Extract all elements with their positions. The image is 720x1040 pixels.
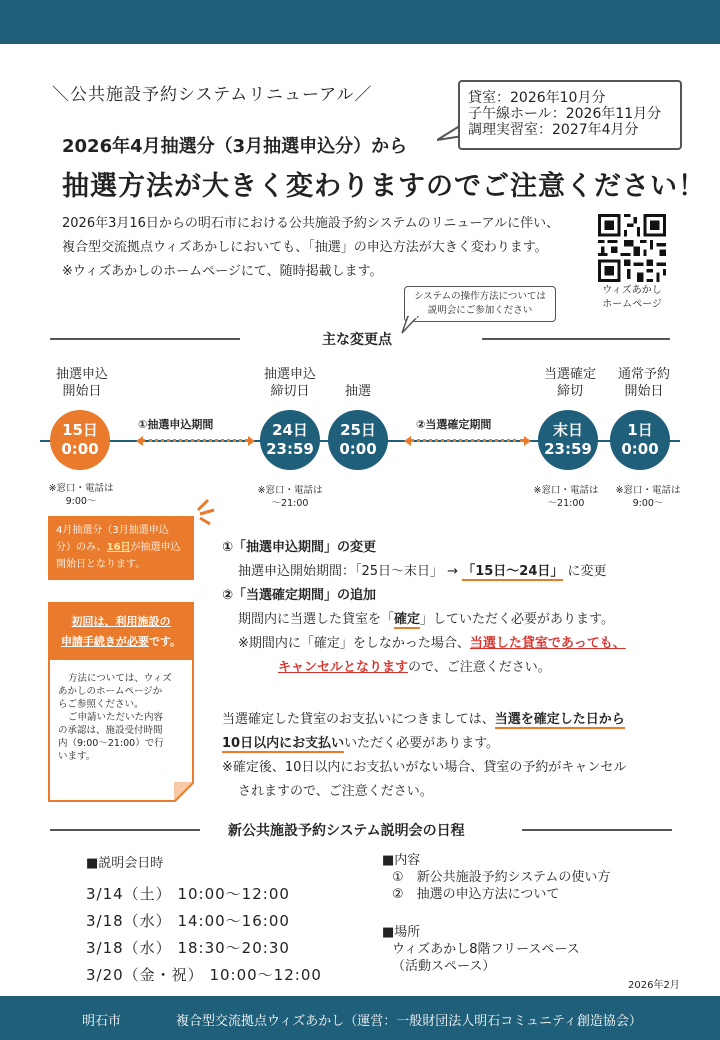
schedule-date: 3/18（水） 18:30～20:30 bbox=[86, 939, 290, 957]
schedule-contents-heading: ■内容 bbox=[382, 853, 421, 868]
folded-corner bbox=[174, 782, 194, 802]
change-highlight: 「15日～24日」 bbox=[462, 564, 564, 579]
change-text: ので、ご注意ください。 bbox=[408, 660, 551, 675]
label-line: 抽選 bbox=[344, 384, 371, 399]
april-note-line: 4月抽選分（3月抽選申込 bbox=[56, 525, 169, 536]
divider bbox=[522, 829, 672, 831]
circle-time: 0:00 bbox=[621, 440, 659, 458]
label-line: 当選確定 bbox=[543, 367, 596, 382]
change-highlight: 確定 bbox=[394, 612, 421, 627]
divider bbox=[50, 829, 200, 831]
note-line: ※窓口・電話は bbox=[48, 483, 114, 494]
circle-day: 15日 bbox=[62, 421, 98, 439]
first-time-body-line: の承認は、施設受付時間 bbox=[58, 725, 163, 736]
label-normal-start bbox=[604, 366, 684, 400]
period-confirm: ②当選確定期間 bbox=[416, 418, 492, 431]
first-time-heading bbox=[50, 604, 192, 660]
warning-text: 当選した貸室であっても、 bbox=[469, 636, 626, 651]
note-line: ※窓口・電話は bbox=[533, 485, 599, 496]
first-time-heading-text: 申請手続きが必要 bbox=[60, 635, 149, 648]
schedule-dates bbox=[86, 852, 322, 989]
circle-time: 23:59 bbox=[266, 440, 314, 458]
first-time-notice bbox=[48, 602, 194, 802]
arrow-left-icon bbox=[404, 436, 411, 446]
schedule-place-line: ウィズあかし8階フリースペース bbox=[392, 942, 580, 957]
circle-day: 末日 bbox=[552, 421, 583, 439]
change-detail bbox=[222, 632, 626, 656]
circle-day: 1日 bbox=[627, 421, 653, 439]
april-note-text: 分）のみ、 bbox=[56, 542, 107, 553]
period-confirm-arrow bbox=[410, 439, 524, 442]
note-day-1 bbox=[606, 484, 690, 510]
first-time-body-line: 内（9:00～21:00）で行 bbox=[58, 738, 164, 749]
first-time-body-line: らご参照ください。 bbox=[58, 699, 144, 710]
note-day-15 bbox=[40, 482, 122, 508]
day-1-circle bbox=[610, 410, 670, 470]
payment-line: ※確定後、10日以内にお支払いがない場合、貸室の予約がキャンセル bbox=[222, 760, 627, 775]
qr-label-line: ウィズあかし bbox=[602, 285, 662, 296]
payment-highlight: 10日以内にお支払い bbox=[222, 736, 345, 751]
changes-list bbox=[222, 536, 626, 680]
schedule-contents bbox=[382, 852, 610, 903]
payment-highlight: 当選を確定した日から bbox=[494, 712, 625, 727]
change-text: 」していただく必要があります。 bbox=[420, 612, 614, 627]
first-time-body-line: 方法については、ウィズ bbox=[68, 673, 172, 684]
note-line: ※窓口・電話は bbox=[615, 485, 681, 496]
payment-line bbox=[222, 708, 692, 732]
qr-label-line: ホームページ bbox=[602, 299, 662, 310]
label-line: 締切日 bbox=[270, 384, 310, 399]
payment-line bbox=[222, 732, 692, 756]
schedule-date: 3/18（水） 14:00～16:00 bbox=[86, 912, 290, 930]
first-time-body-line: あかしのホームページか bbox=[58, 686, 163, 697]
change-heading: ①「抽選申込期間」の変更 bbox=[222, 540, 377, 555]
schedule-content-item: ② 抽選の申込方法について bbox=[392, 887, 560, 902]
label-line: 抽選申込 bbox=[55, 367, 108, 382]
arrow-left-icon bbox=[136, 436, 143, 446]
circle-time: 0:00 bbox=[339, 440, 377, 458]
footer-bar bbox=[0, 996, 720, 1040]
schedule-date: 3/14（土） 10:00～12:00 bbox=[86, 885, 290, 903]
headline-sub: 2026年4月抽選分（3月抽選申込分）から bbox=[62, 136, 408, 157]
change-text: 抽選申込開始期間：「25日～末日」 → bbox=[238, 564, 463, 579]
bubble-line: 子午線ホール：2026年11月分 bbox=[468, 106, 662, 122]
note-line: 9:00～ bbox=[632, 498, 664, 509]
intro-text bbox=[62, 212, 559, 284]
schedule-bubble bbox=[458, 80, 682, 150]
payment-text: 当選確定した貸室のお支払いにつきましては、 bbox=[222, 712, 495, 727]
top-banner bbox=[0, 0, 720, 44]
note-line: 9:00～ bbox=[65, 496, 97, 507]
payment-text: いただく必要があります。 bbox=[344, 736, 500, 751]
note-month-end bbox=[524, 484, 608, 510]
first-time-body-line: います。 bbox=[58, 751, 96, 762]
schedule-place-heading: ■場所 bbox=[382, 925, 421, 940]
change-heading: ②「当選確定期間」の追加 bbox=[222, 588, 377, 603]
footer-city: 明石市 bbox=[82, 1014, 122, 1029]
label-line: 開始日 bbox=[62, 384, 102, 399]
first-time-heading-text: です。 bbox=[148, 635, 182, 648]
seminar-callout bbox=[404, 286, 556, 322]
april-note-text: が抽選申込 bbox=[130, 542, 181, 553]
first-time-body bbox=[50, 660, 192, 775]
divider bbox=[482, 338, 670, 340]
label-apply-deadline bbox=[250, 366, 330, 400]
april-note-line bbox=[56, 539, 186, 556]
label-line: 通常予約 bbox=[617, 367, 670, 382]
change-text: に変更 bbox=[563, 564, 607, 579]
issue-date: 2026年2月 bbox=[628, 980, 680, 991]
schedule-place bbox=[382, 924, 580, 975]
label-confirm-deadline bbox=[530, 366, 610, 400]
circle-time: 23:59 bbox=[544, 440, 592, 458]
qr-label bbox=[582, 284, 682, 312]
april-exception-note bbox=[48, 516, 194, 580]
renewal-tagline: ＼公共施設予約システムリニューアル／ bbox=[52, 85, 373, 105]
schedule-date: 3/20（金・祝） 10:00～12:00 bbox=[86, 966, 322, 984]
day-24-circle bbox=[260, 410, 320, 470]
note-day-24 bbox=[248, 484, 332, 510]
arrow-right-icon bbox=[524, 436, 531, 446]
period-apply-arrow bbox=[142, 439, 248, 442]
intro-line: ※ウィズあかしのホームページにて、随時掲載します。 bbox=[62, 264, 383, 279]
april-note-line: 開始日となります。 bbox=[56, 559, 146, 570]
change-detail bbox=[222, 560, 626, 584]
intro-line: 複合型交流拠点ウィズあかしにおいても、「抽選」の申込方法が大きく変わります。 bbox=[62, 240, 548, 255]
intro-line: 2026年3月16日からの明石市における公共施設予約システムのリニューアルに伴い、 bbox=[62, 216, 560, 231]
day-25-circle bbox=[328, 410, 388, 470]
headline-main: 抽選方法が大きく変わりますのでご注意ください！ bbox=[62, 171, 706, 202]
period-apply: ①抽選申込期間 bbox=[138, 418, 214, 431]
label-line: 抽選申込 bbox=[263, 367, 316, 382]
arrow-right-icon bbox=[248, 436, 255, 446]
schedule-section-title: 新公共施設予約システム説明会の日程 bbox=[228, 823, 465, 839]
month-end-circle bbox=[538, 410, 598, 470]
schedule-place-line: （活動スペース） bbox=[392, 959, 496, 974]
callout-tail bbox=[400, 316, 422, 334]
seminar-callout-line: 説明会にご参加ください bbox=[427, 305, 533, 316]
circle-day: 24日 bbox=[272, 421, 308, 439]
emphasis-sparks-icon bbox=[194, 496, 220, 526]
label-line: 締切 bbox=[556, 384, 583, 399]
circle-day: 25日 bbox=[340, 421, 376, 439]
label-draw bbox=[328, 383, 388, 400]
label-apply-start bbox=[42, 366, 122, 400]
payment-notice bbox=[222, 708, 692, 804]
first-time-body-line: ご申請いただいた内容 bbox=[68, 712, 164, 723]
divider bbox=[50, 338, 240, 340]
change-text: 期間内に当選した貸室を「 bbox=[238, 612, 395, 627]
circle-time: 0:00 bbox=[61, 440, 99, 458]
schedule-dates-heading: ■説明会日時 bbox=[86, 856, 164, 871]
bubble-line: 貸室：2026年10月分 bbox=[468, 90, 606, 106]
first-time-heading-text: 初回は、利用施設の bbox=[71, 615, 171, 628]
label-line: 開始日 bbox=[624, 384, 664, 399]
note-line: ～21:00 bbox=[547, 498, 585, 509]
footer-organization: 複合型交流拠点ウィズあかし（運営：一般財団法人明石コミュニティ創造協会） bbox=[176, 1014, 642, 1029]
changes-section-title: 主な変更点 bbox=[322, 332, 392, 348]
bubble-line: 調理実習室：2027年4月分 bbox=[468, 122, 639, 138]
note-line: ～21:00 bbox=[271, 498, 309, 509]
change-text: ※期間内に「確定」をしなかった場合、 bbox=[238, 636, 470, 651]
schedule-content-item: ① 新公共施設予約システムの使い方 bbox=[392, 870, 611, 885]
seminar-callout-line: システムの操作方法については bbox=[414, 291, 546, 302]
change-detail bbox=[222, 608, 626, 632]
warning-text: キャンセルとなります bbox=[278, 660, 409, 675]
change-detail bbox=[222, 656, 626, 680]
april-note-highlight: 16日 bbox=[106, 542, 131, 553]
note-line: ※窓口・電話は bbox=[257, 485, 323, 496]
payment-line: されますので、ご注意ください。 bbox=[238, 784, 433, 799]
qr-code-icon[interactable] bbox=[598, 214, 666, 282]
day-15-circle bbox=[50, 410, 110, 470]
